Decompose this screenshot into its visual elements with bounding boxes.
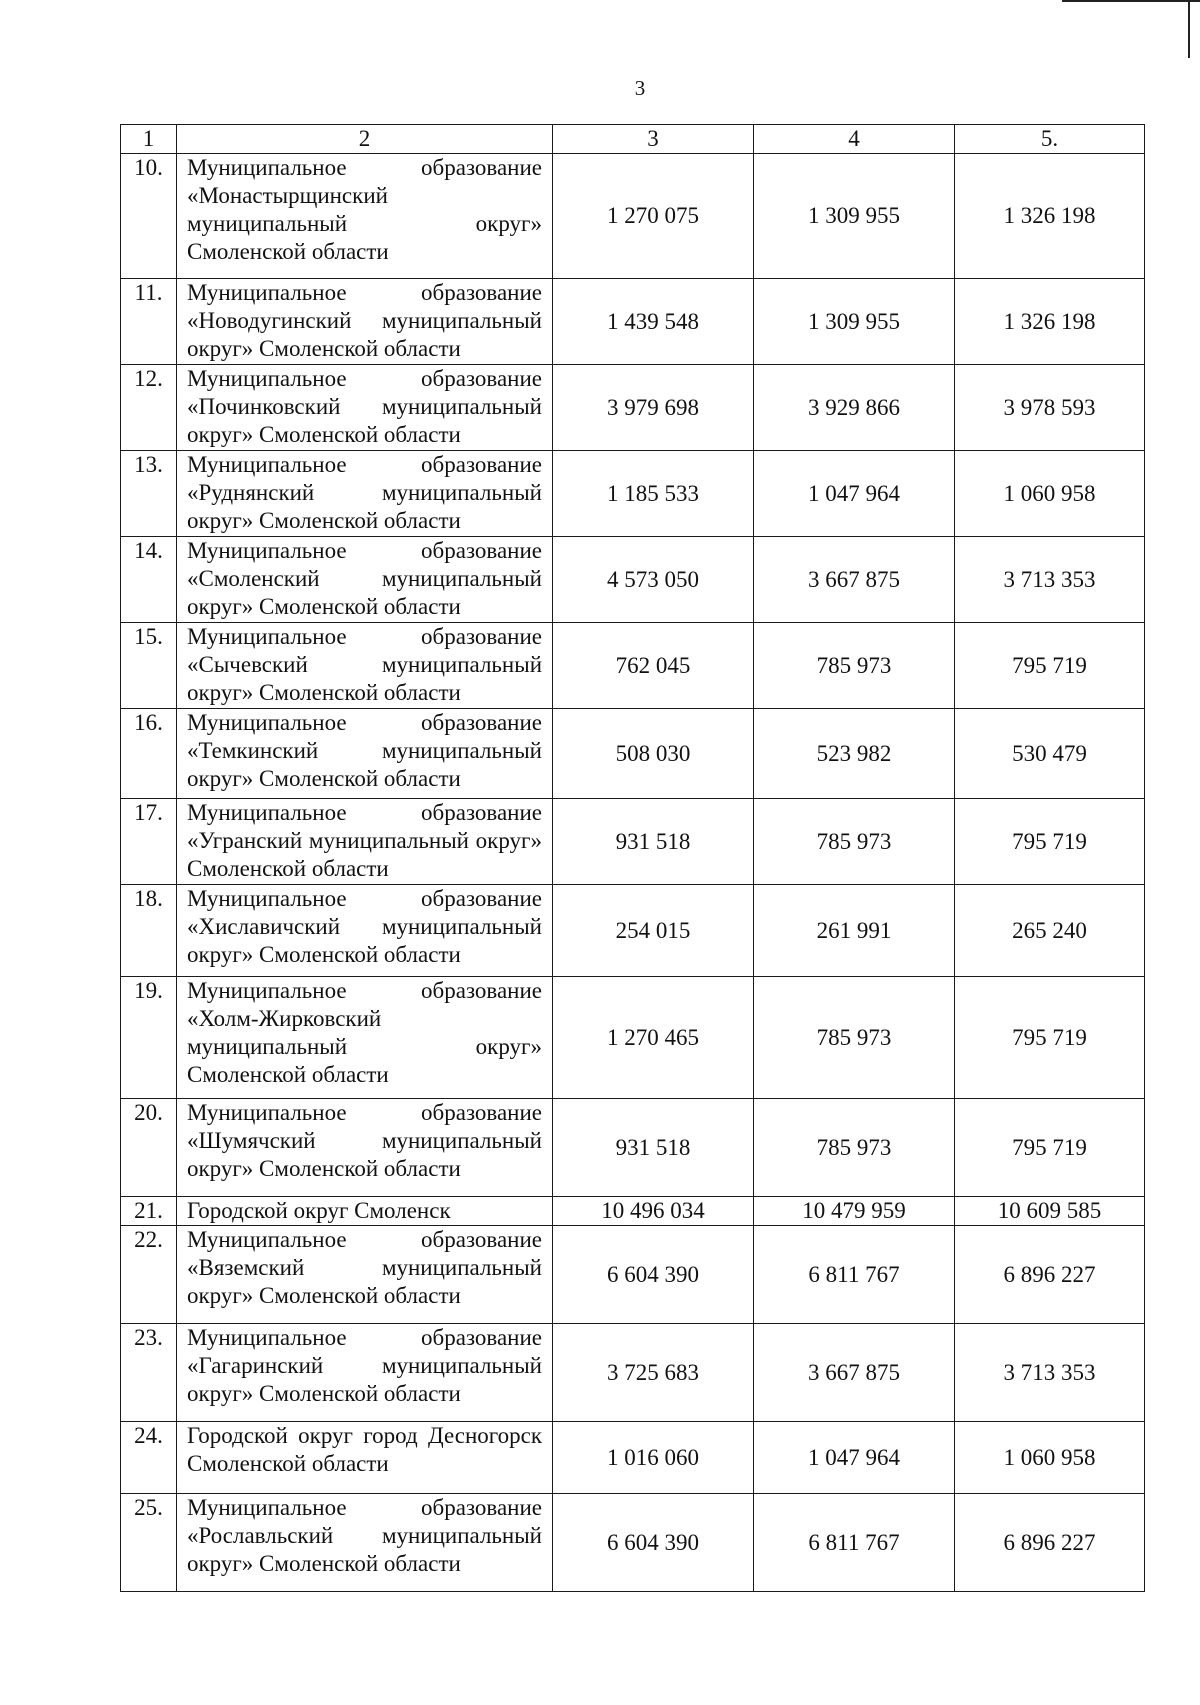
table-row <box>121 1099 1145 1197</box>
value-col-5: 795 719 <box>955 1099 1145 1197</box>
value-col-3: 508 030 <box>553 709 754 799</box>
allocation-table <box>120 124 1145 1592</box>
value-col-5: 265 240 <box>955 885 1145 977</box>
value-col-4: 1 047 964 <box>754 451 955 537</box>
table-row <box>121 799 1145 885</box>
value-col-3: 4 573 050 <box>553 537 754 623</box>
table-row <box>121 623 1145 709</box>
municipality-name: Муниципальное образование «Шумячский муниципальный округ» Смоленской области <box>177 1099 553 1197</box>
value-col-4: 1 309 955 <box>754 279 955 365</box>
row-number: 12. <box>121 365 177 451</box>
table-row <box>121 154 1145 279</box>
row-number: 15. <box>121 623 177 709</box>
municipality-name: Муниципальное образование «Починковский муниципальный округ» Смоленской области <box>177 365 553 451</box>
header-col-3: 3 <box>553 125 754 154</box>
value-col-5: 6 896 227 <box>955 1494 1145 1592</box>
value-col-4: 1 309 955 <box>754 154 955 279</box>
municipality-name: Муниципальное образование «Угранский муниципальный округ» Смоленской области <box>177 799 553 885</box>
value-col-3: 1 439 548 <box>553 279 754 365</box>
header-col-4: 4 <box>754 125 955 154</box>
municipality-name: Городской округ город Десногорск Смоленской области <box>177 1422 553 1494</box>
value-col-4: 261 991 <box>754 885 955 977</box>
row-number: 23. <box>121 1324 177 1422</box>
table-row <box>121 885 1145 977</box>
value-col-3: 3 725 683 <box>553 1324 754 1422</box>
value-col-3: 931 518 <box>553 799 754 885</box>
page-number: 3 <box>634 76 646 100</box>
value-col-4: 523 982 <box>754 709 955 799</box>
value-col-3: 3 979 698 <box>553 365 754 451</box>
value-col-5: 10 609 585 <box>955 1197 1145 1226</box>
value-col-5: 1 060 958 <box>955 451 1145 537</box>
municipality-name: Муниципальное образование «Сычевский муниципальный округ» Смоленской области <box>177 623 553 709</box>
table-header-row <box>121 125 1145 154</box>
header-col-1: 1 <box>121 125 177 154</box>
value-col-5: 1 060 958 <box>955 1422 1145 1494</box>
table-row <box>121 1197 1145 1226</box>
row-number: 17. <box>121 799 177 885</box>
value-col-5: 1 326 198 <box>955 154 1145 279</box>
table-row <box>121 451 1145 537</box>
value-col-5: 3 713 353 <box>955 1324 1145 1422</box>
row-number: 14. <box>121 537 177 623</box>
side-edge-rule <box>1188 0 1190 58</box>
municipality-name: Муниципальное образование «Рославльский муниципальный округ» Смоленской области <box>177 1494 553 1592</box>
row-number: 10. <box>121 154 177 279</box>
value-col-4: 3 667 875 <box>754 537 955 623</box>
municipality-name: Городской округ Смоленск <box>177 1197 553 1226</box>
value-col-4: 3 929 866 <box>754 365 955 451</box>
table-row <box>121 1226 1145 1324</box>
row-number: 22. <box>121 1226 177 1324</box>
row-number: 20. <box>121 1099 177 1197</box>
value-col-4: 785 973 <box>754 1099 955 1197</box>
value-col-5: 6 896 227 <box>955 1226 1145 1324</box>
top-edge-rule <box>1062 0 1200 2</box>
municipality-name: Муниципальное образование «Гагаринский муниципальный округ» Смоленской области <box>177 1324 553 1422</box>
table-row <box>121 1324 1145 1422</box>
value-col-3: 6 604 390 <box>553 1226 754 1324</box>
value-col-3: 1 270 465 <box>553 977 754 1099</box>
value-col-4: 6 811 767 <box>754 1226 955 1324</box>
municipality-name: Муниципальное образование «Новодугинский муниципальный округ» Смоленской области <box>177 279 553 365</box>
row-number: 11. <box>121 279 177 365</box>
row-number: 18. <box>121 885 177 977</box>
value-col-4: 785 973 <box>754 799 955 885</box>
value-col-5: 795 719 <box>955 623 1145 709</box>
row-number: 24. <box>121 1422 177 1494</box>
value-col-3: 1 016 060 <box>553 1422 754 1494</box>
header-col-5: 5. <box>955 125 1145 154</box>
header-col-2: 2 <box>177 125 553 154</box>
value-col-5: 3 978 593 <box>955 365 1145 451</box>
value-col-4: 1 047 964 <box>754 1422 955 1494</box>
value-col-5: 1 326 198 <box>955 279 1145 365</box>
value-col-3: 762 045 <box>553 623 754 709</box>
municipality-name: Муниципальное образование «Руднянский муниципальный округ» Смоленской области <box>177 451 553 537</box>
table-row <box>121 279 1145 365</box>
municipality-name: Муниципальное образование «Холм-Жирковский муниципальный округ» Смоленской области <box>177 977 553 1099</box>
value-col-3: 1 270 075 <box>553 154 754 279</box>
value-col-3: 6 604 390 <box>553 1494 754 1592</box>
value-col-4: 785 973 <box>754 977 955 1099</box>
value-col-5: 3 713 353 <box>955 537 1145 623</box>
table-row <box>121 537 1145 623</box>
municipality-name: Муниципальное образование «Темкинский муниципальный округ» Смоленской области <box>177 709 553 799</box>
value-col-4: 785 973 <box>754 623 955 709</box>
value-col-3: 254 015 <box>553 885 754 977</box>
value-col-3: 10 496 034 <box>553 1197 754 1226</box>
row-number: 25. <box>121 1494 177 1592</box>
table-row <box>121 1422 1145 1494</box>
value-col-5: 795 719 <box>955 799 1145 885</box>
row-number: 13. <box>121 451 177 537</box>
table-row <box>121 977 1145 1099</box>
table-row <box>121 1494 1145 1592</box>
value-col-3: 931 518 <box>553 1099 754 1197</box>
table-row <box>121 709 1145 799</box>
value-col-4: 3 667 875 <box>754 1324 955 1422</box>
municipality-name: Муниципальное образование «Монастырщинский муниципальный округ» Смоленской области <box>177 154 553 279</box>
row-number: 21. <box>121 1197 177 1226</box>
municipality-name: Муниципальное образование «Хиславичский муниципальный округ» Смоленской области <box>177 885 553 977</box>
table-row <box>121 365 1145 451</box>
row-number: 16. <box>121 709 177 799</box>
value-col-3: 1 185 533 <box>553 451 754 537</box>
municipality-name: Муниципальное образование «Смоленский муниципальный округ» Смоленской области <box>177 537 553 623</box>
value-col-4: 10 479 959 <box>754 1197 955 1226</box>
value-col-5: 530 479 <box>955 709 1145 799</box>
value-col-5: 795 719 <box>955 977 1145 1099</box>
municipality-name: Муниципальное образование «Вяземский муниципальный округ» Смоленской области <box>177 1226 553 1324</box>
value-col-4: 6 811 767 <box>754 1494 955 1592</box>
row-number: 19. <box>121 977 177 1099</box>
